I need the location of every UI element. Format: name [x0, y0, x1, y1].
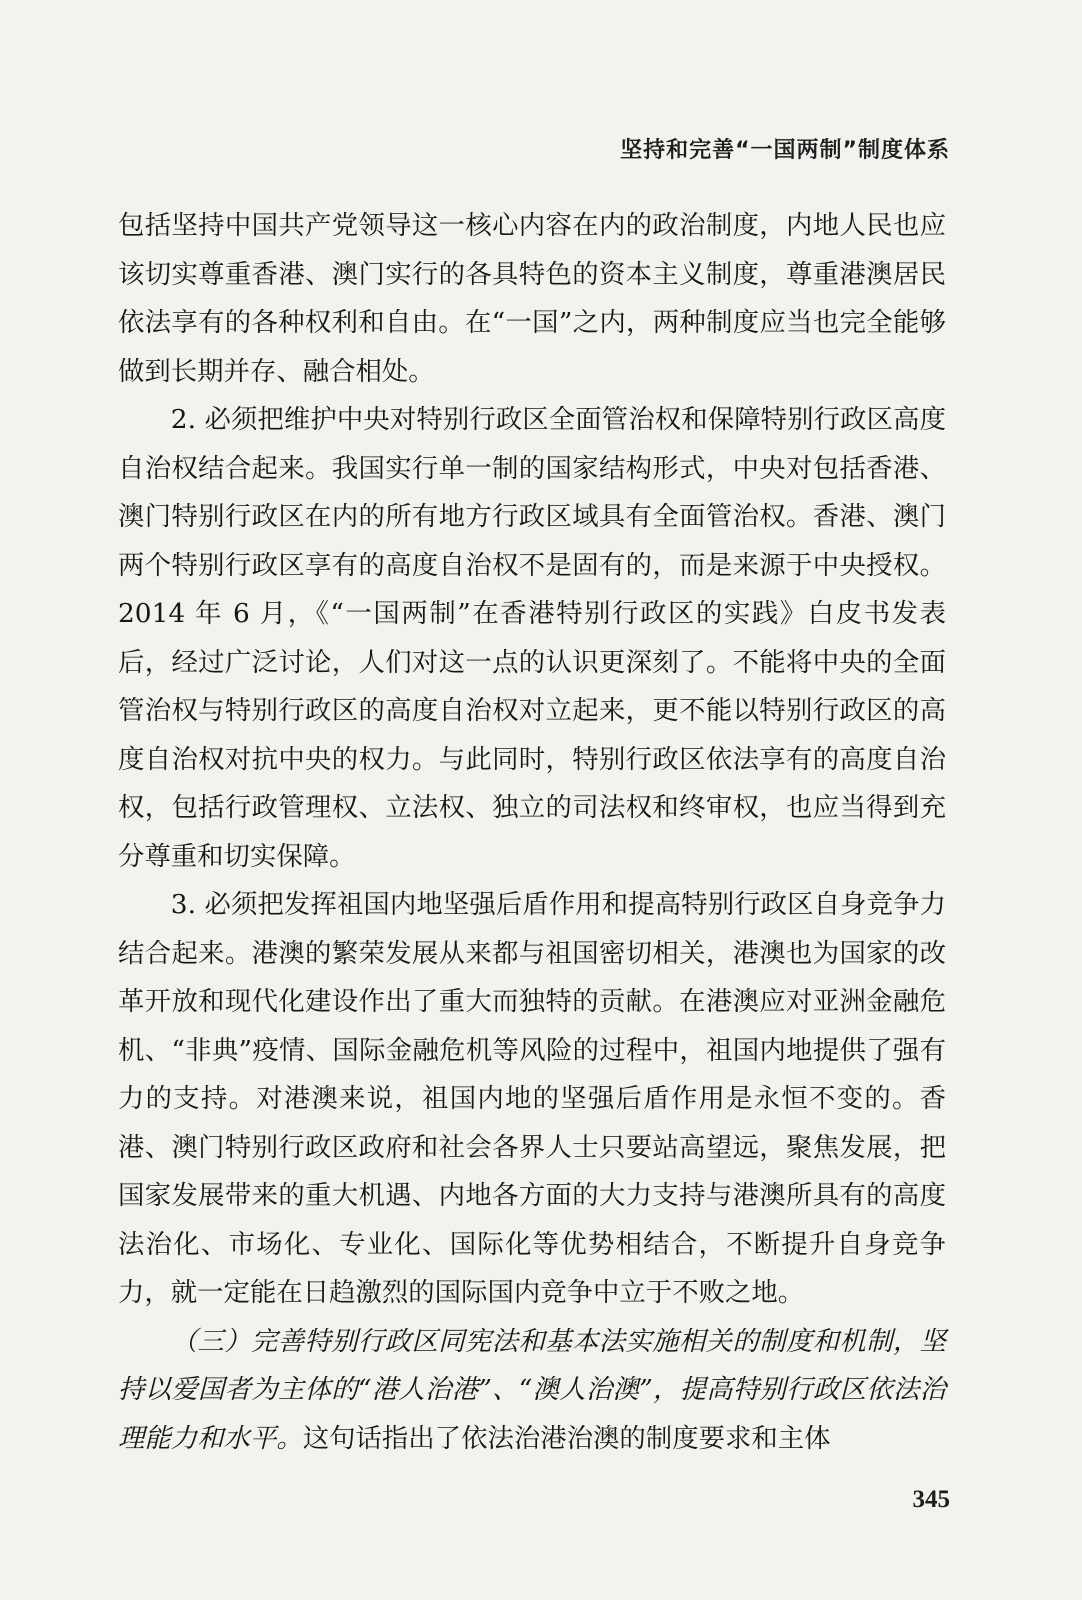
page-number: 345 [912, 1486, 950, 1513]
section-heading-text: （三）完善特别行政区同宪法和基本法实施相关的制度和机制，坚持以爱国者为主体的“港人治港”、“澳人治澳”，提高特别行政区依法治理能力和水平。 [118, 1325, 946, 1454]
paragraph-point-2: 2. 必须把维护中央对特别行政区全面管治权和保障特别行政区高度自治权结合起来。我国实行单一制的国家结构形式，中央对包括香港、澳门特别行政区在内的所有地方行政区域具有全面管治权。香港、澳门两个特别行政区享有的高度自治权不是固有的，而是来源于中央授权。2014 年 6 月，《“一国两制”在香港特别行政区的实践》白皮书发表后，经过广泛讨论，人们对这一点的认识更深刻了。不能将中央的全面管治权与特别行政区的高度自治权对立起来，更不能以特别行政区的高度自治权对抗中央的权力。与此同时，特别行政区依法享有的高度自治权，包括行政管理权、立法权、独立的司法权和终审权，也应当得到充分尊重和切实保障。 [118, 404, 946, 872]
paragraph-continued: 包括坚持中国共产党领导这一核心内容在内的政治制度，内地人民也应该切实尊重香港、澳门实行的各具特色的资本主义制度，尊重港澳居民依法享有的各种权利和自由。在“一国”之内，两种制度应当也完全能够做到长期并存、融合相处。 [118, 210, 946, 387]
paragraph-point-3: 3. 必须把发挥祖国内地坚强后盾作用和提高特别行政区自身竞争力结合起来。港澳的繁荣发展从来都与祖国密切相关，港澳也为国家的改革开放和现代化建设作出了重大而独特的贡献。在港澳应对亚洲金融危机、“非典”疫情、国际金融危机等风险的过程中，祖国内地提供了强有力的支持。对港澳来说，祖国内地的坚强后盾作用是永恒不变的。香港、澳门特别行政区政府和社会各界人士只要站高望远，聚焦发展，把国家发展带来的重大机遇、内地各方面的大力支持与港澳所具有的高度法治化、市场化、专业化、国际化等优势相结合，不断提升自身竞争力，就一定能在日趋激烈的国际国内竞争中立于不败之地。 [118, 889, 946, 1308]
running-head: 坚持和完善“一国两制”制度体系 [620, 138, 950, 163]
body-text [118, 202, 946, 1463]
paragraph-section-3 [118, 1318, 946, 1464]
section-body-text: 这句话指出了依法治港治澳的制度要求和主体 [302, 1422, 831, 1454]
